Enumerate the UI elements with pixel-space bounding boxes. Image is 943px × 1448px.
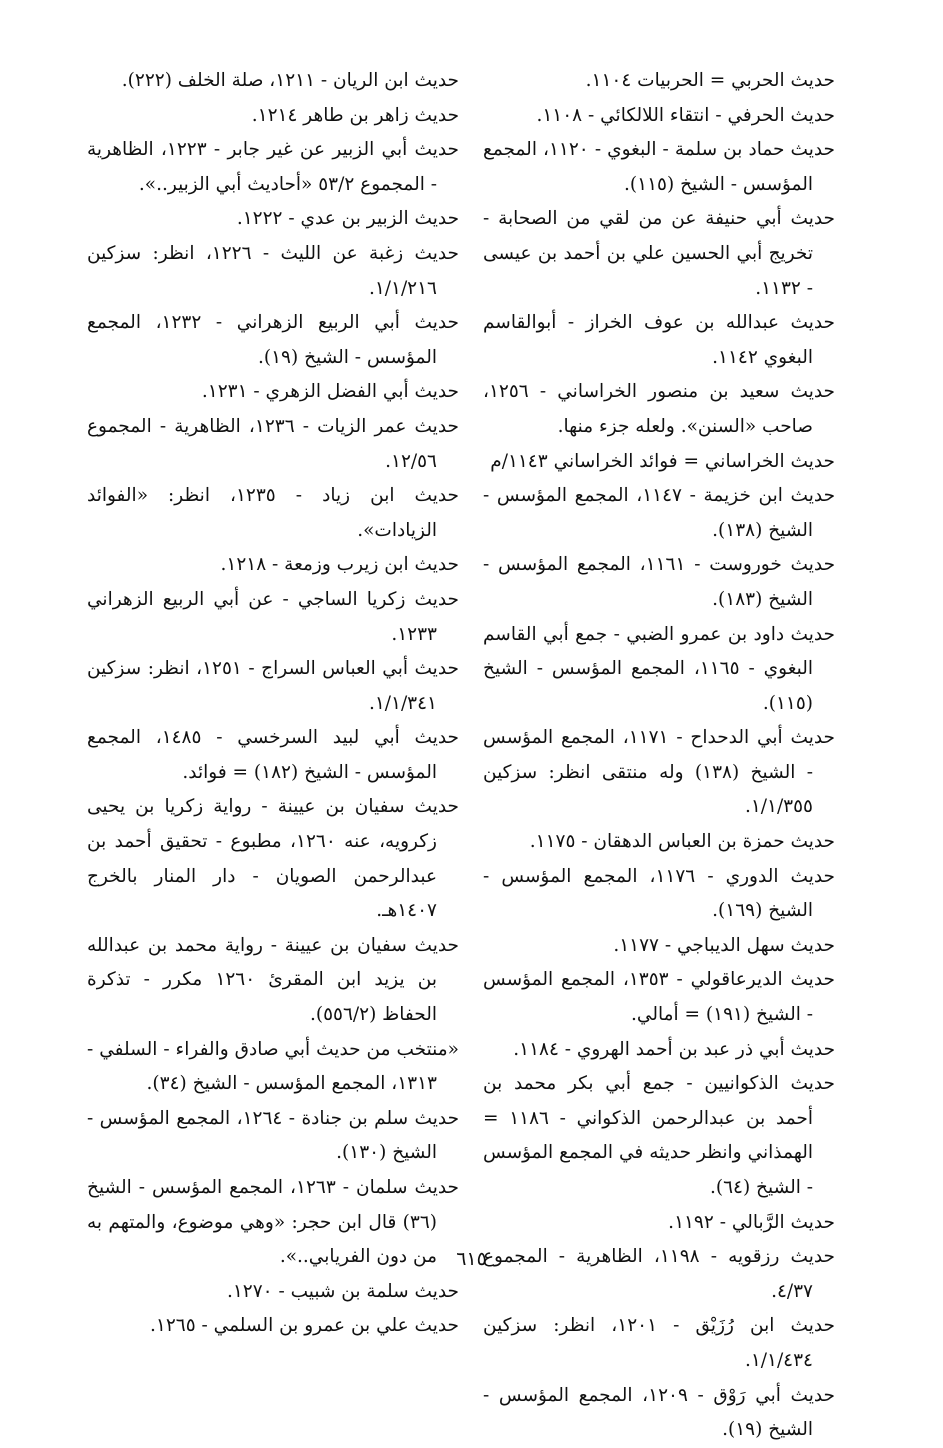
index-entry: حديث أبي الزبير عن غير جابر - ١٢٢٣، الظاهرية - المجموع ٥٣/٢ «أحاديث أبي الزبير..».: [87, 139, 459, 195]
index-entry: حديث ابن زيرب وزمعة - ١٢١٨.: [220, 554, 459, 576]
index-entry: حديث ابن رُزَيْق - ١٢٠١، انظر: سزكين ١/١/٤٣٤.: [483, 1315, 835, 1371]
index-entry: حديث أبي العباس السراج - ١٢٥١، انظر: سزكين ١/١/٣٤١.: [87, 658, 459, 714]
index-entry: حديث الحرفي - انتقاء اللالكائي - ١١٠٨.: [536, 104, 835, 126]
page-number: ٦١٥: [456, 1248, 487, 1270]
index-entry: حديث أبي الدحداح - ١١٧١، المجمع المؤسس - الشيخ (١٣٨) وله منتقى انظر: سزكين ١/١/٣٥٥.: [483, 727, 835, 818]
index-entry: حديث سلمان - ١٢٦٣، المجمع المؤسس - الشيخ (٣٦) قال ابن حجر: «وهي موضوع، والمتهم به من دون الفريابي..».: [87, 1177, 459, 1268]
index-entry: حديث ابن خزيمة - ١١٤٧، المجمع المؤسس - الشيخ (١٣٨).: [483, 485, 836, 541]
index-entry: حديث الذكوانيين - جمع أبي بكر محمد بن أحمد بن عبدالرحمن الذكواني - ١١٨٦ = الهمذاني وانظر حديثه في المجمع المؤسس - الشيخ (٦٤).: [483, 1073, 835, 1198]
index-entry: حديث زاهر بن طاهر ١٢١٤.: [251, 104, 459, 126]
index-entry: حديث سلم بن جنادة - ١٢٦٤، المجمع المؤسس - الشيخ (١٣٠).: [87, 1107, 460, 1164]
right-column: [483, 64, 835, 1448]
index-entry: حديث أبي ذر عبد بن أحمد الهروي - ١١٨٤.: [513, 1038, 835, 1060]
index-entry: حديث عمر الزيات - ١٢٣٦، الظاهرية - المجموع ١٢/٥٦.: [87, 415, 459, 472]
index-entry: حديث الحربي = الحربيات ١١٠٤.: [585, 70, 835, 91]
index-entry: حديث رزقويه - ١١٩٨، الظاهرية - المجموع ٤/٣٧.: [483, 1246, 835, 1302]
index-entry: «منتخب من حديث أبي صادق والفراء - السلفي - ١٣١٣، المجمع المؤسس - الشيخ (٣٤).: [87, 1038, 459, 1095]
index-entry: حديث سهل الديباجي - ١١٧٧.: [613, 934, 835, 956]
index-entry: حديث أبي الفضل الزهري - ١٢٣١.: [201, 381, 459, 403]
index-entry: حديث علي بن عمرو بن السلمي - ١٢٦٥.: [150, 1315, 459, 1337]
index-entry: حديث حماد بن سلمة - البغوي - ١١٢٠، المجمع المؤسس - الشيخ (١١٥).: [483, 139, 835, 195]
index-entry: حديث أبي لبيد السرخسي - ١٤٨٥، المجمع المؤسس - الشيخ (١٨٢) = فوائد.: [87, 727, 459, 783]
index-entry: حديث عبدالله بن عوف الخراز - أبوالقاسم البغوي ١١٤٢.: [483, 312, 835, 368]
index-entry: حديث الرَّبالي - ١١٩٢.: [668, 1211, 835, 1233]
index-entry: حديث أبي رَوْق - ١٢٠٩، المجمع المؤسس - الشيخ (١٩).: [483, 1384, 835, 1441]
index-entry: حديث سفيان بن عيينة - رواية محمد بن عبدالله بن يزيد ابن المقرئ ١٢٦٠ مكرر - تذكرة الحفاظ (٥٥٦/٢).: [87, 934, 459, 1026]
index-entry: حديث ابن زياد - ١٢٣٥، انظر: «الفوائد الزيادات».: [87, 485, 459, 541]
index-entry: حديث الديرعاقولي - ١٣٥٣، المجمع المؤسس - الشيخ (١٩١) = أمالي.: [483, 969, 835, 1026]
index-entry: حديث أبي حنيفة عن من لقي من الصحابة - تخريج أبي الحسين علي بن أحمد بن عيسى - ١١٣٢.: [483, 208, 835, 299]
index-entry: حديث زكريا الساجي - عن أبي الربيع الزهراني ١٢٣٣.: [87, 588, 459, 645]
index-entry: حديث خوروست - ١١٦١، المجمع المؤسس - الشيخ (١٨٣).: [483, 554, 835, 610]
index-entry: حديث سفيان بن عيينة - رواية زكريا بن يحيى زكرويه، عنه ١٢٦٠، مطبوع - تحقيق أحمد بن عبدالرحمن الصويان - دار المنار بالخرج ١٤٠٧هـ.: [87, 796, 459, 922]
index-entry: حديث سعيد بن منصور الخراساني - ١٢٥٦، صاحب «السنن». ولعله جزء منها.: [483, 381, 835, 437]
index-entry: حديث أبي الربيع الزهراني - ١٢٣٢، المجمع المؤسس - الشيخ (١٩).: [87, 312, 459, 368]
index-entry: حديث الخراساني = فوائد الخراساني ١١٤٣/م: [490, 450, 835, 472]
index-entry: حديث داود بن عمرو الضبي - جمع أبي القاسم البغوي - ١١٦٥، المجمع المؤسس - الشيخ (١١٥).: [483, 623, 835, 714]
index-entry: حديث الزبير بن عدي - ١٢٢٢.: [236, 208, 459, 230]
index-entry: حديث حمزة بن العباس الدهقان - ١١٧٥.: [529, 831, 835, 853]
left-column: [87, 64, 459, 1344]
index-entry: حديث الدوري - ١١٧٦، المجمع المؤسس - الشيخ (١٦٩).: [483, 865, 835, 922]
index-entry: حديث زغبة عن الليث - ١٢٢٦، انظر: سزكين ١/١/٢١٦.: [87, 242, 459, 299]
index-entry: حديث سلمة بن شبيب - ١٢٧٠.: [226, 1280, 459, 1302]
index-entry: حديث ابن الريان - ١٢١١، صلة الخلف (٢٢٢).: [121, 70, 459, 91]
